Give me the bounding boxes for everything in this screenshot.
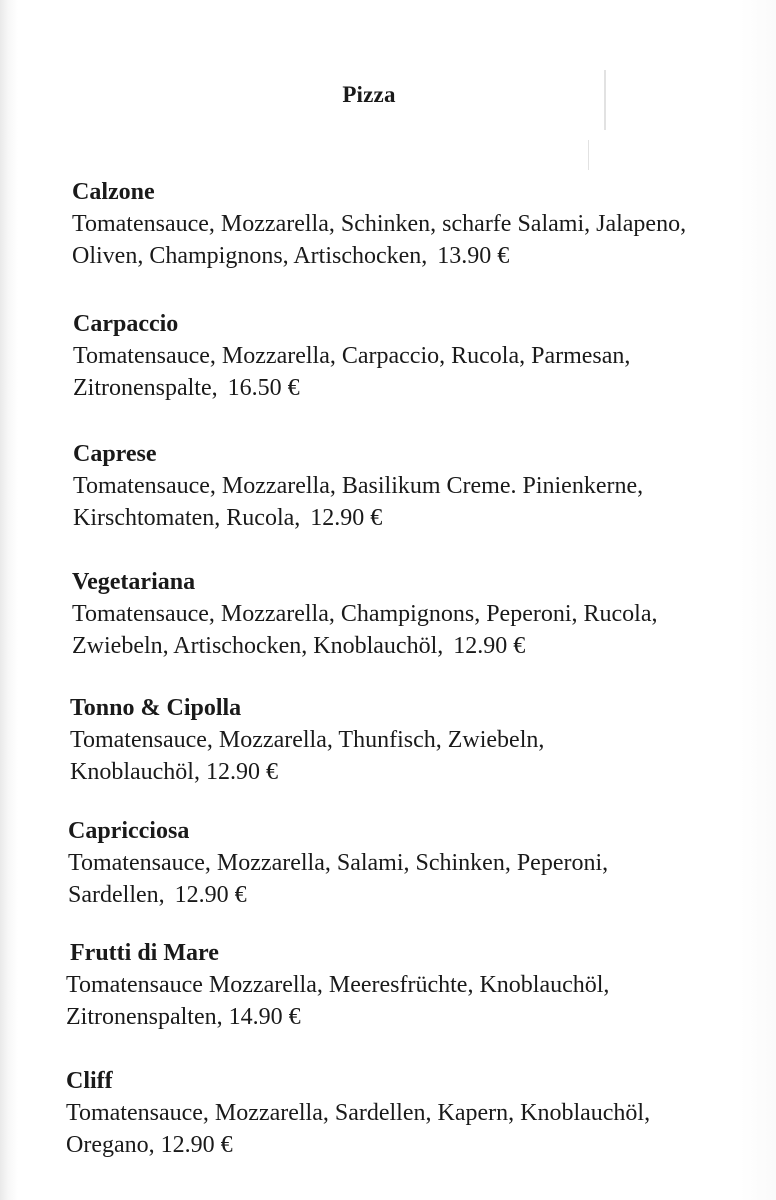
item-ingredients-text: Oregano, <box>66 1132 155 1158</box>
item-name: Carpaccio <box>73 311 179 337</box>
item-ingredients-line2 <box>68 879 608 911</box>
item-price: 12.90 € <box>160 1132 233 1158</box>
item-price: 12.90 € <box>205 759 278 785</box>
item-ingredients-line2 <box>70 756 544 788</box>
item-name: Cliff <box>66 1068 113 1094</box>
item-price: 13.90 € <box>437 243 510 269</box>
menu-item-caprese <box>73 438 643 534</box>
item-ingredients-line1: Tomatensauce Mozzarella, Meeresfrüchte, Knoblauchöl, <box>66 972 610 998</box>
item-ingredients-line1: Tomatensauce, Mozzarella, Sardellen, Kapern, Knoblauchöl, <box>66 1100 651 1126</box>
item-name: Frutti di Mare <box>70 940 219 966</box>
menu-title: Pizza <box>342 82 396 107</box>
item-ingredients-text: Oliven, Champignons, Artischocken, <box>72 243 428 269</box>
paper-scuff <box>588 140 589 170</box>
item-name: Vegetariana <box>72 569 196 595</box>
item-ingredients-line2 <box>66 1001 609 1033</box>
item-ingredients-line1: Tomatensauce, Mozzarella, Basilikum Creme. Pinienkerne, <box>73 473 644 499</box>
item-name: Caprese <box>73 441 157 467</box>
item-name: Tonno & Cipolla <box>70 695 242 721</box>
item-ingredients-line1: Tomatensauce, Mozzarella, Thunfisch, Zwiebeln, <box>70 727 545 753</box>
item-ingredients-text: Kirschtomaten, Rucola, <box>73 505 301 531</box>
item-ingredients-line1: Tomatensauce, Mozzarella, Champignons, Peperoni, Rucola, <box>72 601 658 627</box>
menu-item-frutti-di-mare <box>66 937 609 1033</box>
item-price: 16.50 € <box>227 375 300 401</box>
item-name: Capricciosa <box>68 818 190 844</box>
item-ingredients-line2 <box>72 240 686 272</box>
item-ingredients-line2 <box>73 502 643 534</box>
menu-item-capricciosa <box>68 815 608 911</box>
item-price: 12.90 € <box>310 505 383 531</box>
menu-item-tonno-cipolla <box>70 692 544 788</box>
item-ingredients-line1: Tomatensauce, Mozzarella, Carpaccio, Rucola, Parmesan, <box>73 343 631 369</box>
item-price: 14.90 € <box>228 1004 301 1030</box>
item-ingredients-line1: Tomatensauce, Mozzarella, Schinken, scharfe Salami, Jalapeno, <box>72 211 687 237</box>
item-name: Calzone <box>72 179 155 205</box>
item-price: 12.90 € <box>174 882 247 908</box>
item-ingredients-line2 <box>66 1129 650 1161</box>
menu-item-cliff <box>66 1065 650 1161</box>
menu-item-carpaccio <box>73 308 630 404</box>
item-ingredients-line1: Tomatensauce, Mozzarella, Salami, Schinken, Peperoni, <box>68 850 609 876</box>
item-ingredients-text: Zitronenspalte, <box>73 375 218 401</box>
menu-item-calzone <box>72 176 686 272</box>
menu-item-vegetariana <box>72 566 657 662</box>
item-ingredients-line2 <box>73 372 630 404</box>
item-ingredients-text: Zwiebeln, Artischocken, Knoblauchöl, <box>72 633 444 659</box>
item-ingredients-text: Knoblauchöl, <box>70 759 200 785</box>
item-ingredients-text: Sardellen, <box>68 882 165 908</box>
item-ingredients-text: Zitronenspalten, <box>66 1004 223 1030</box>
item-ingredients-line2 <box>72 630 657 662</box>
item-price: 12.90 € <box>453 633 526 659</box>
